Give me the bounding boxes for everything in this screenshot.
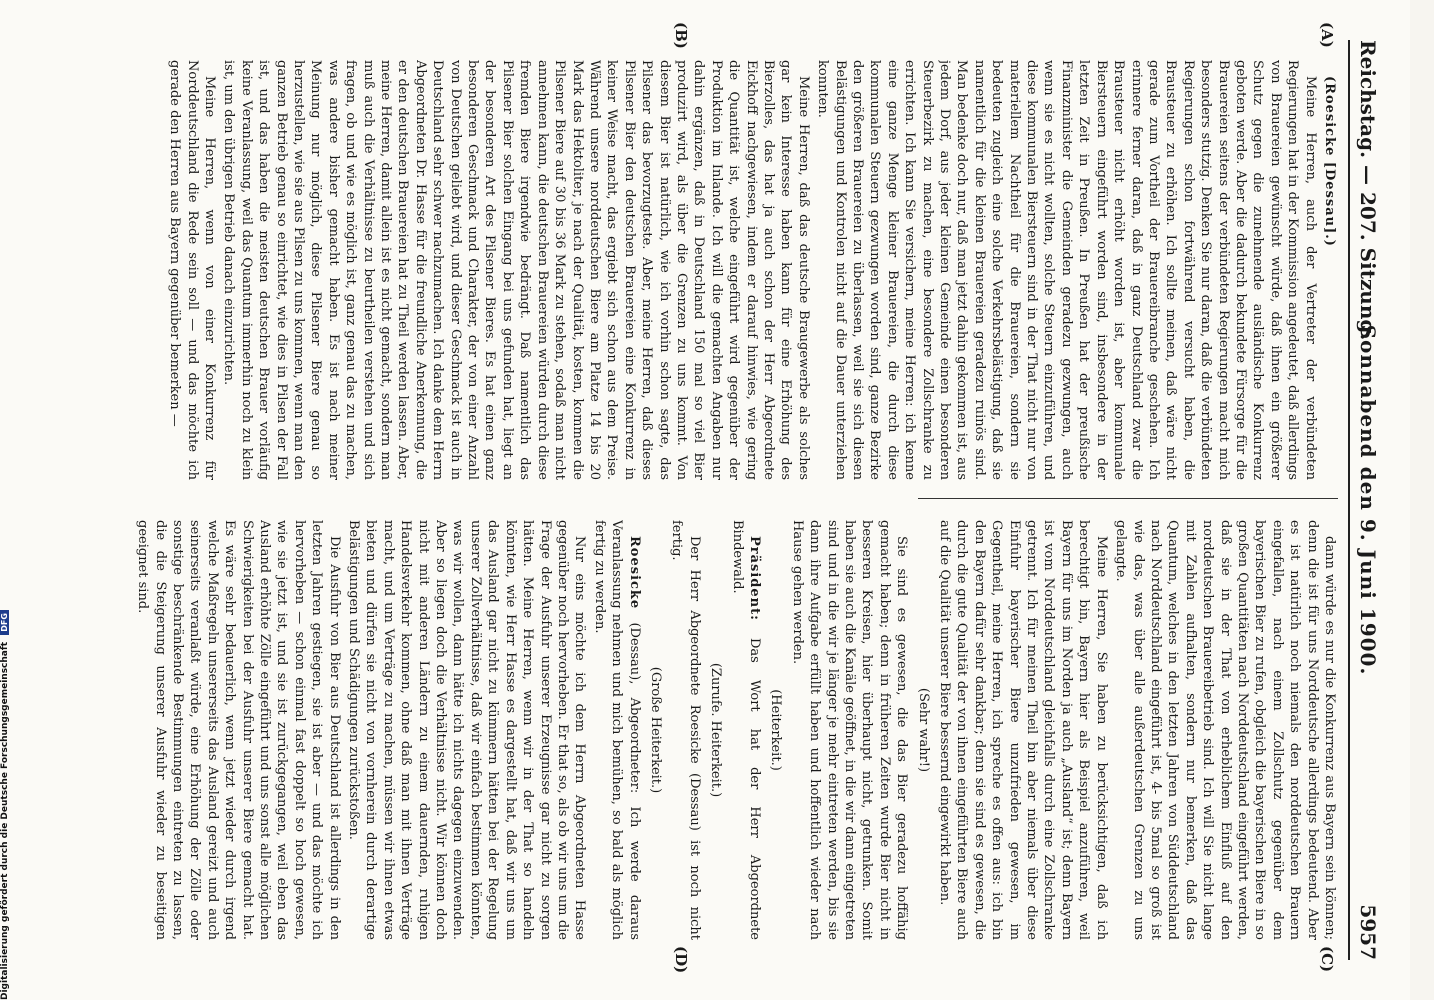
interjection: (Zurufe. Heiterkeit.) (708, 662, 724, 798)
paragraph: Der Herr Abgeordnete Roesicke (Dessau) ist noch nicht fertig. (669, 520, 702, 940)
speaker-name: (Roesicke [Dessau].) (1322, 76, 1337, 247)
interjection: (Heiterkeit.) (768, 689, 784, 771)
paragraph: dann würde es nur die Konkurrenz aus Bayern sein können; denn die ist für uns Norddeutsche allerdings bedeutend. Aber es ist natürlich noch niemals den norddeutschen Brauern eingefallen, nach einem Zollschutz gegenüber dem bayerischen Bier zu rufen, obgleich die bayerischen Biere in so großen Quantitäten nach Norddeutschland eingeführt werden, daß sie in der That von erheblichem Einfluß auf den norddeutschen Brauereibetrieb sind. Ich will Sie nicht lange mit Zahlen aufhalten, sondern nur bemerken, daß das Quantum, welches in den letzten Jahren von Süddeutschland nach Norddeutschland eingeführt ist, 4- bis 5mal so groß ist wie das, was über alle außerdeutschen Grenzen zu uns gelangte. (1113, 520, 1337, 940)
paragraph: Sie sind es gewesen, die das Bier geradezu hoffähig gemacht haben; denn in früheren Zeiten wurde Bier nicht in besseren Kreisen, hier überhaupt nicht, getrunken. Somit haben sie auch die Kanäle geöffnet, in die wir dann eingetreten sind und in die wir je länger je mehr eintreten werden, bis sie dann ihre Aufgabe erfüllt haben und hoffentlich wieder nach Hause gehen werden. (789, 520, 910, 940)
speech-paragraph (590, 520, 642, 940)
marker-a: (A) (1318, 22, 1336, 48)
interjection: (Große Heiterkeit.) (647, 666, 663, 794)
speech-text: (Dessau), Abgeordneter: Ich werde daraus Veranlassung nehmen und mich bemühen, so bald als möglich fertig zu werden. (591, 520, 642, 940)
speech-text: Das Wort hat der Herr Abgeordnete Bindewald. (729, 520, 762, 940)
marker-d: (D) (672, 946, 690, 974)
marker-c: (C) (1318, 946, 1336, 973)
paragraph: Meine Herren, auch der Vertreter der verbündeten Regierungen hat in der Kommission angedeutet, daß allerdings von Brauereien gewünscht würde, daß ihnen ein größerer Schutz gegen die zunehmende ausländische Konkurrenz geboten werde. Aber die dadurch bekundete Fürsorge für die Brauereien seitens der verbündeten Regierungen macht mich besonders stutzig. Denken Sie nur daran, daß die verbündeten Regierungen schon fortwährend versucht haben, die Brausteuer zu erhöhen. Ich sollte meinen, daß wäre nicht gerade zum Vortheil der Brauereibranche geschehen. Ich erinnere ferner daran, daß in ganz Deutschland zwar die Brausteuer nicht erhöht worden ist, aber kommunale Biersteuern eingeführt worden sind, insbesondere in der letzten Zeit in Preußen. In Preußen hat der preußische Finanzminister die Gemeinden geradezu gezwungen, auch wenn sie es nicht wollten, solche Steuern einzuführen, und diese kommunalen Biersteuern sind in der That nicht nur von materiellem Nachtheil für die Brauereien, sondern sie bedeuten zugleich eine solche Verkehrsbelästigung, daß sie namentlich für die kleinen Brauereien geradezu ruinös sind. Man bedenke doch nur, daß man jetzt dahin gekommen ist, aus jedem Dorf, aus jeder kleinen Gemeinde einen besonderen Steuerbezirk zu machen, eine besondere Zollschranke zu errichten. Ich kann Sie versichern, meine Herren: ich kenne eine ganze Menge kleiner Brauereien, die durch diese kommunalen Steuern gezwungen worden sind, ganze Bezirke den größeren Brauereien zu überlassen, weil sie sich diesen Belästigungen und Kontrolen nicht auf die Dauer unterziehen konnten. (815, 60, 1318, 480)
credit-text: Digitalisierung gefördert durch die Deutsche Forschungsgemeinschaft (0, 641, 10, 1000)
speaker-name: Präsident: (747, 536, 762, 621)
marker-b: (B) (672, 22, 690, 49)
page-header (1348, 40, 1384, 960)
digitization-credit (0, 600, 14, 1000)
text-column-right (40, 520, 1338, 940)
speech-paragraph (1321, 60, 1338, 480)
paragraph: Die Ausfuhr von Bier aus Deutschland ist allerdings in den letzten Jahren gestiegen, sie ist aber — und das möchte ich hervorheben — schon einmal fast doppelt so hoch gewesen, wie sie jetzt ist, und sie ist zurückgegangen, weil eben das Ausland erhöhte Zölle eingeführt und uns sonst alle möglichen Schwierigkeiten bei der Ausfuhr unserer Biere gemacht hat. Es wäre sehr bedauerlich, wenn jetzt wieder durch irgend welche Maßregeln unsererseits das Ausland gereizt und auch seinerseits veranlaßt würde, eine Erhöhung der Zölle oder sonstige beschränkende Bestimmungen eintreten zu lassen, die die Steigerung unserer Ausfuhr wieder zu beseitigen geeignet sind. (135, 520, 342, 940)
header-date: Sonnabend den 9. Juni 1900. (1356, 324, 1380, 676)
page-number: 5957 (1356, 904, 1380, 960)
paragraph: Meine Herren, wenn von einer Konkurrenz für Norddeutschland die Rede sein soll — und das möchte ich gerade den Herren aus Bayern gegenüber bemerken — (167, 60, 217, 480)
text-column-left (40, 60, 1338, 480)
interjection: (Sehr wahr!) (915, 687, 931, 773)
paragraph: Meine Herren, daß das deutsche Braugewerbe als solches gar kein Interesse haben kann für eine Erhöhung des Bierzolles, das hat ja auch schon der Herr Abgeordnete Eickhoff nachgewiesen, indem er darauf hinwies, wie gering die Quantität ist, welche eingeführt wird gegenüber der Produktion im Inlande. Ich will die gemachten Angaben nur dahin ergänzen, daß in Deutschland 150 mal so viel Bier produzirt wird, als über die Grenzen zu uns kommt. Von diesem Bier ist natürlich, wie ich vorhin schon sagte, das Pilsener das bevorzugteste. Aber, meine Herren, daß dieses Pilsener Bier den deutschen Brauereien eine Konkurrenz in keiner Weise macht, das ergiebt sich schon aus dem Preise. Während unsere norddeutschen Biere am Platze 14 bis 20 Mark das Hektoliter, je nach der Qualität, kosten, kommen die Pilsener Biere auf 30 bis 36 Mark zu stehen, sodaß man nicht annehmen kann, die deutschen Brauereien würden durch diese fremden Biere irgendwie bedrängt. Daß namentlich das Pilsener Bier solchen Eingang bei uns gefunden hat, liegt an der besonderen Art des Pilsener Bieres. Es hat einen ganz besonderen Geschmack und Charakter, der von einer Anzahl von Deutschen geliebt wird, und dieser Geschmack ist auch in Deutschland sehr schwer nachzumachen. Ich danke dem Herrn Abgeordneten Dr. Hasse für die freundliche Anerkennung, die er den deutschen Brauereien hat zu Theil werden lassen. Aber, meine Herren, damit allein ist es nicht gemacht, sondern man muß auch die Verhältnisse zu beurtheilen verstehen und sich fragen, ob und wie es möglich ist, ganz genau das zu machen, was andere bisher gemacht haben. Es ist nach meiner Meinung nur möglich, diese Pilsener Biere genau so herzustellen, wie sie aus Pilsen zu uns kommen, wenn man den ganzen Betrieb genau so einrichtet, wie dies in Pilsen der Fall ist, und das haben die meisten deutschen Brauer vorläufig keine Veranlassung, weil das Quantum immerhin noch zu klein ist, um den übrigen Betrieb danach einzurichten. (221, 60, 811, 480)
speech-paragraph (728, 520, 763, 940)
paragraph: Nur eins möchte ich dem Herrn Abgeordneten Hasse gegenüber noch hervorheben. Er that so, als ob wir uns um die Frage der Ausfuhr unserer Erzeugnisse gar nicht zu sorgen hätten. Meine Herren, wenn wir in der That so handeln könnten, wie Herr Hasse es dargestellt hat, daß wir uns um das Ausland gar nicht zu kümmern hätten bei der Regelung unserer Zollverhältnisse, daß wir einfach bestimmen könnten, was wir wollen, dann hätte ich nichts dagegen einzuwenden. Aber so liegen doch die Verhältnisse nicht. Wir können doch nicht mit anderen Ländern zu einem dauernden, ruhigen Handelsverkehr kommen, ohne daß man mit ihnen Verträge macht, und um Verträge zu machen, müssen wir ihnen etwas bieten und dürfen sie nicht von vornherein durch derartige Belästigungen und Schädigungen zurückstoßen. (346, 520, 588, 940)
column-divider (918, 498, 1338, 499)
speaker-name: Roesicke (626, 536, 642, 610)
header-session: Reichstag. — 207. Sitzung. (1356, 40, 1380, 341)
paragraph: Meine Herren, Sie haben zu berücksichtigen, daß ich berechtigt bin, Bayern hier als Beispiel anzuführen, weil Bayern für uns im Norden ja auch „Ausland“ ist; denn Bayern ist vom Norddeutschland gleichfalls durch eine Zollschranke getrennt. Ich für meinen Theil bin aber niemals über diese Einfuhr bayerischer Biere unzufrieden gewesen, im Gegentheil, meine Herren, ich spreche es offen aus: ich bin den Bayern dafür sehr dankbar; denn sie sind es gewesen, die durch die gute Qualität der von ihnen eingeführten Biere auch auf die Qualität unserer Biere bessernd eingewirkt haben. (937, 520, 1109, 940)
dfg-logo: DFG (0, 610, 9, 635)
